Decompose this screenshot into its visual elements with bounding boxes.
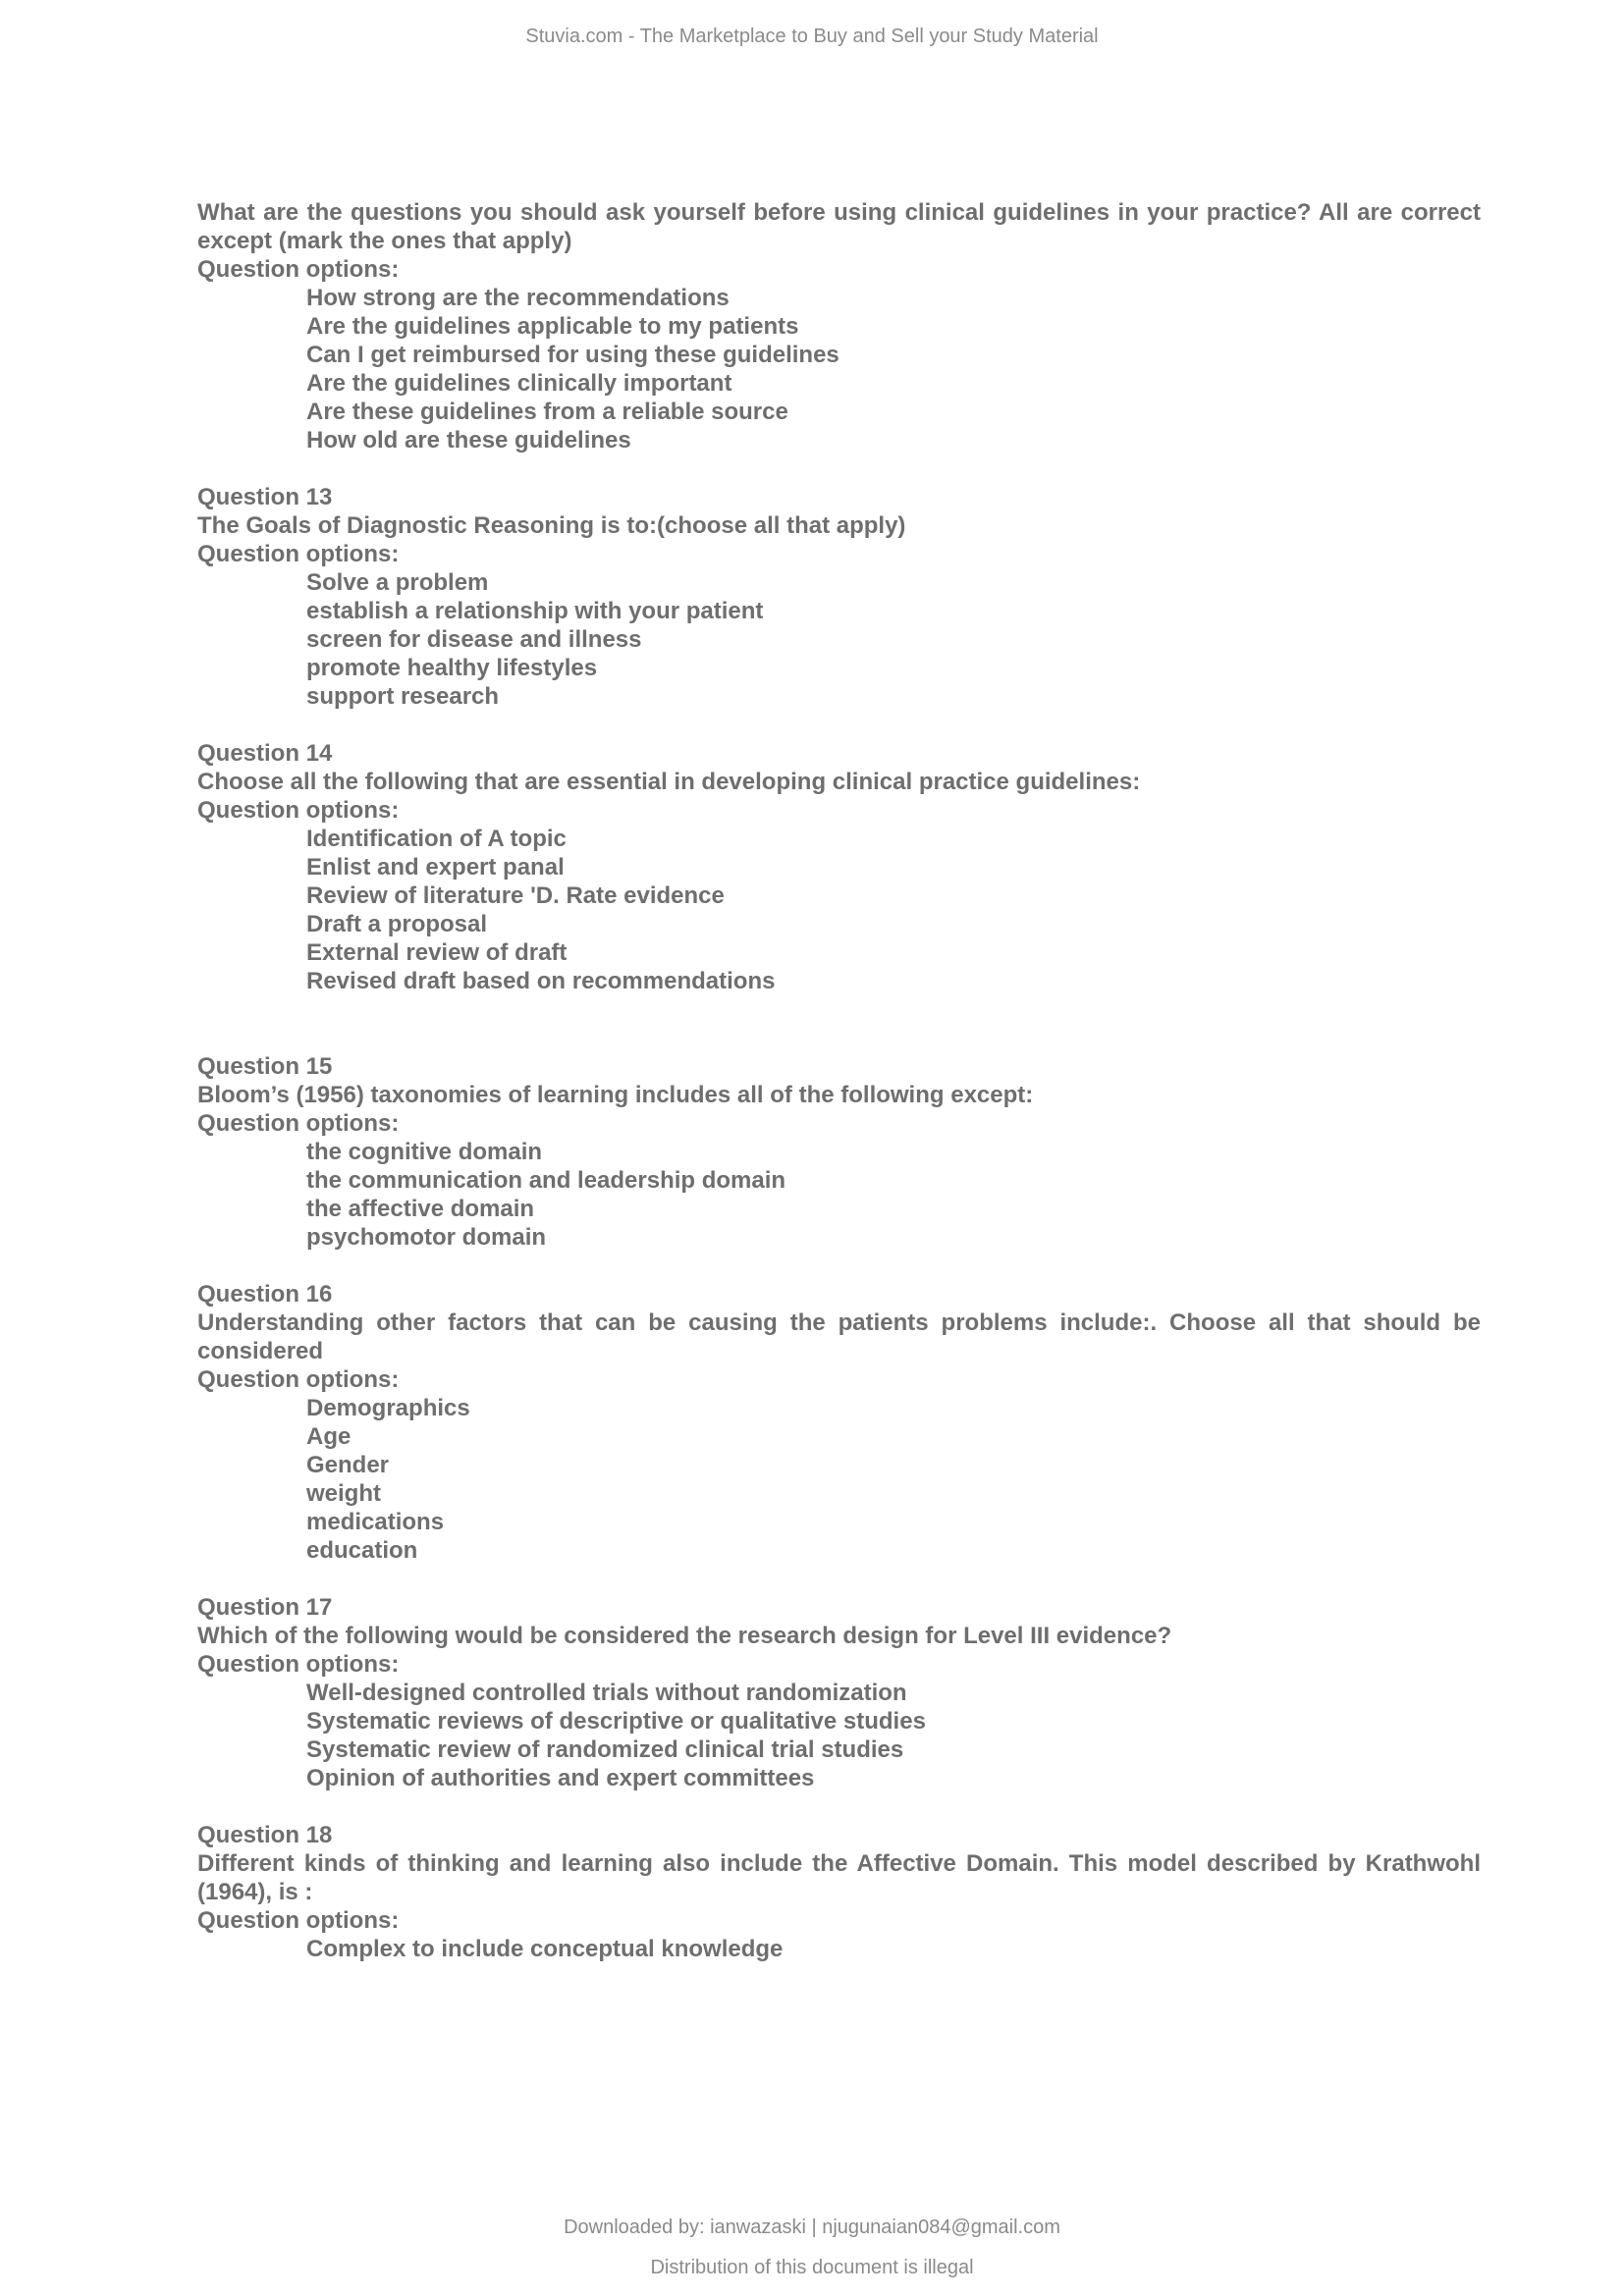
question-title: Question 13: [197, 484, 333, 510]
option-item: Age: [306, 1423, 352, 1450]
question-title: Question 18: [197, 1822, 333, 1848]
option-item: screen for disease and illness: [306, 626, 642, 653]
option-item: medications: [306, 1509, 445, 1535]
option-item: Opinion of authorities and expert committees: [306, 1765, 815, 1791]
options-label: Question options:: [197, 1651, 400, 1678]
option-item: Well-designed controlled trials without randomization: [306, 1680, 907, 1706]
option-list: [197, 1138, 1481, 1252]
question-block: [197, 1821, 1481, 1963]
options-label: Question options:: [197, 541, 400, 567]
option-item: education: [306, 1537, 418, 1564]
spacer: [197, 454, 1481, 483]
option-item: How strong are the recommendations: [306, 285, 730, 311]
option-item: promote healthy lifestyles: [306, 655, 598, 681]
spacer: [197, 1565, 1481, 1593]
option-item: weight: [306, 1480, 381, 1507]
question-block: [197, 1052, 1481, 1252]
question-stem: Understanding other factors that can be causing the patients problems include:. Choose all that should be considered: [197, 1309, 1481, 1364]
question-title: Question 15: [197, 1053, 333, 1080]
option-item: Can I get reimbursed for using these guidelines: [306, 342, 839, 368]
option-item: the communication and leadership domain: [306, 1167, 786, 1194]
spacer: [197, 995, 1481, 1052]
option-item: Are these guidelines from a reliable source: [306, 399, 788, 425]
option-item: Identification of A topic: [306, 826, 567, 852]
question-title: Question 14: [197, 740, 333, 767]
option-item: establish a relationship with your patient: [306, 598, 764, 624]
option-item: Are the guidelines clinically important: [306, 370, 732, 397]
option-list: [197, 1679, 1481, 1792]
options-label: Question options:: [197, 1366, 400, 1393]
option-item: the cognitive domain: [306, 1139, 543, 1165]
option-item: Draft a proposal: [306, 911, 488, 937]
question-title: Question 17: [197, 1594, 333, 1621]
option-item: support research: [306, 683, 500, 710]
option-list: [197, 284, 1481, 454]
spacer: [197, 711, 1481, 739]
question-block: [197, 483, 1481, 711]
page-header: Stuvia.com - The Marketplace to Buy and Sell your Study Material: [525, 26, 1099, 47]
option-item: Solve a problem: [306, 569, 489, 596]
option-item: Enlist and expert panal: [306, 854, 565, 881]
option-item: Demographics: [306, 1395, 470, 1421]
option-item: How old are these guidelines: [306, 427, 631, 454]
option-list: [197, 1394, 1481, 1565]
spacer: [197, 1252, 1481, 1280]
question-stem: Which of the following would be considered the research design for Level III evidence?: [197, 1623, 1172, 1649]
option-list: [197, 1935, 1481, 1963]
option-item: psychomotor domain: [306, 1224, 547, 1251]
distribution-notice: Distribution of this document is illegal: [650, 2257, 974, 2278]
option-item: Are the guidelines applicable to my patients: [306, 313, 799, 340]
questions-content: [197, 198, 1481, 1963]
question-stem: The Goals of Diagnostic Reasoning is to:(choose all that apply): [197, 512, 906, 539]
spacer: [197, 1792, 1481, 1821]
option-item: Systematic reviews of descriptive or qualitative studies: [306, 1708, 926, 1735]
question-title: Question 16: [197, 1281, 333, 1308]
question-stem: Different kinds of thinking and learning also include the Affective Domain. This model described by Krathwohl (1964), is :: [197, 1850, 1481, 1905]
option-item: Review of literature 'D. Rate evidence: [306, 882, 725, 909]
option-list: [197, 825, 1481, 995]
question-block: [197, 1280, 1481, 1565]
options-label: Question options:: [197, 256, 400, 283]
question-stem: Bloom’s (1956) taxonomies of learning includes all of the following except:: [197, 1082, 1034, 1108]
option-item: Revised draft based on recommendations: [306, 968, 776, 994]
options-label: Question options:: [197, 797, 400, 824]
question-stem: Choose all the following that are essential in developing clinical practice guidelines:: [197, 769, 1141, 795]
question-block: [197, 1593, 1481, 1792]
question-stem: What are the questions you should ask yourself before using clinical guidelines in your practice? All are correct except (mark the ones that apply): [197, 199, 1481, 254]
question-block: [197, 198, 1481, 454]
downloaded-by-footer: Downloaded by: ianwazaski | njugunaian084@gmail.com: [564, 2216, 1060, 2238]
options-label: Question options:: [197, 1110, 400, 1137]
option-item: Systematic review of randomized clinical trial studies: [306, 1736, 904, 1763]
option-item: the affective domain: [306, 1196, 535, 1222]
option-item: Gender: [306, 1452, 390, 1478]
option-item: Complex to include conceptual knowledge: [306, 1936, 784, 1962]
options-label: Question options:: [197, 1907, 400, 1934]
option-list: [197, 568, 1481, 711]
option-item: External review of draft: [306, 939, 568, 966]
question-block: [197, 739, 1481, 995]
